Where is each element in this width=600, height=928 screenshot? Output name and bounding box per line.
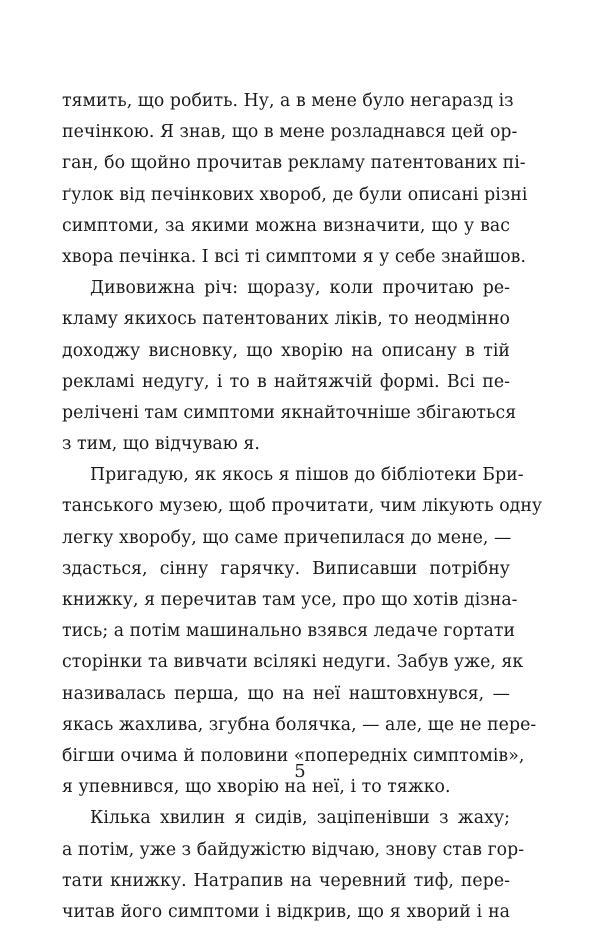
text-line: релічені там симптоми якнайточніше збігаються [62,402,517,423]
page-number: 5 [294,761,306,782]
text-line: печінкою. Я знав, що в мене розладнався цей ор- [62,122,518,143]
paragraph-4 [62,803,525,928]
text-line: бігши очима й половини «попередніх симптомів», [62,745,525,766]
text-line: книжку, я перечитав там усе, про що хотів дізна- [62,590,518,610]
text-line: легку хворобу, що саме причепилася до мене, — [62,527,512,548]
text-line: читав його симптоми і відкрив, що я хворий і на [62,901,510,922]
text-line: Дивовижна річ: щоразу, коли прочитаю ре- [90,278,510,299]
text-line: якась жахлива, згубна болячка, — але, ще не пере- [62,714,537,735]
text-line: танського музею, щоб прочитати, чим лікують одну [62,496,543,517]
text-line: сторінки та вивчати всілякі недуги. Забув уже, як [62,652,524,673]
text-line: тись; а потім машинально взявся ледаче гортати [62,621,516,642]
text-line: доходжу висновку, що хворію на описану в тій [62,340,510,361]
text-line: кламу якихось патентованих ліків, то неодмінно [62,309,510,330]
text-line: я упевнився, що хворію на неї, і то тяжко. [62,777,451,798]
paragraph-2 [62,273,517,460]
text-line: рекламі недугу, і то в найтяжчій формі. Всі пе- [62,371,510,392]
text-line: тати книжку. Натрапив на черевний тиф, пере- [62,870,510,891]
paragraph-1 [62,86,528,273]
text-line: з тим, що відчуваю я. [62,434,260,455]
text-line: здасться, сінну гарячку. Виписавши потрібну [62,558,510,579]
text-line: а потім, уже з байдужістю відчаю, знову став гор- [62,839,525,860]
text-line: тямить, що робить. Ну, а в мене було негаразд із [62,91,514,111]
text-line: ган, бо щойно прочитав рекламу патентованих пі- [62,153,526,174]
text-line: називалась перша, що на неї наштовхнувся, — [62,683,510,704]
text-line: Пригадую, як якось я пішов до бібліотеки Бри- [90,465,524,486]
body-text [62,86,543,928]
text-line: хвора печінка. І всі ті симптоми я у себе знайшов. [62,246,526,267]
text-line: Кілька хвилин я сидів, заціпенівши з жаху; [90,808,510,829]
text-line: симптоми, за якими можна визначити, що у вас [62,215,510,236]
paragraph-3 [62,460,543,803]
text-line: ґулок від печінкових хвороб, де були описані різні [62,184,528,205]
